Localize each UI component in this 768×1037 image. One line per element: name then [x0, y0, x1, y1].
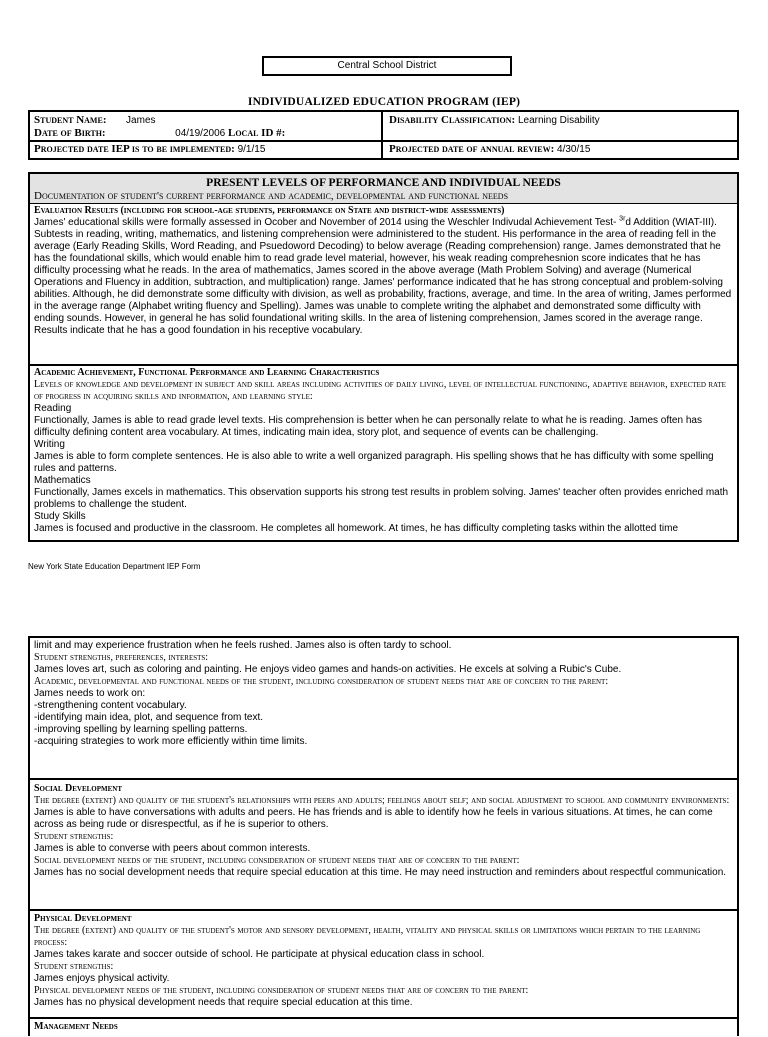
evaluation-text-part2: d Addition (WIAT-III). Subtests in reading, writing, mathematics, and listening comprehension were administered to the student. His performance in the area of reading fell in the average (Early Reading Skills, Word Reading, and Psuedoword Decoding) to below average (Reading comprehension) range. James demonstrated that he has the foundational skills, which would enable him to read grade level material, however, his weak reading comprehesnion score indicates that he has difficulty processing what he reads. In the area of mathematics, James scored in the above average (Math Problem Solving) and average (Numerical Operations and Fluency in addition, subtraction, and multiplication) range. James' performance indicated that he has strong conceptual and problem-solving abilities. Although, he did demonstrate some difficulty with division, as well as probability, fractions, average, and time. In the area of writing, James performed in the average range (Alphabet writing fluency and Spelling). James was unable to complete writing the alphabet and demonstrated some difficulty with ending sounds. However, in general he has solid foundational writing skills. In the area of listening comprehension, James scored in the average range. Results indicate that he has a good foundation in his receptive vocabulary.: [34, 217, 732, 336]
academic-achievement-subheading: Levels of knowledge and development in subject and skill areas including activities of daily living, level of intellectual functioning, adaptive behavior, expected rate of progress in acquiring skills and information, and learning style:: [34, 379, 726, 402]
social-development-text: James is able to have conversations with adults and peers. He has friends and is able to identify how he feels in various situations. At times, he can come across as being rude or disrespectful, as if he is superior to others.: [34, 807, 713, 830]
dob-label: Date of Birth:: [34, 127, 106, 139]
math-text: Functionally, James excels in mathematics. This observation supports his strong test results in problem solving. James' teacher often provides enriched math problems to challenge the student.: [34, 487, 729, 510]
form-footer: New York State Education Department IEP Form: [28, 562, 201, 571]
disability-row: [389, 114, 600, 127]
study-skills-label: Study Skills: [34, 511, 86, 522]
present-levels-section: [28, 172, 739, 542]
writing-text: James is able to form complete sentences. He is also able to write a well organized paragraph. His spelling shows that he has difficulty with some spelling rules and patterns.: [34, 451, 714, 474]
needs-intro: James needs to work on:: [34, 688, 146, 699]
physical-development-text: James takes karate and soccer outside of school. He participate at physical education class in school.: [34, 949, 485, 960]
iep-title: INDIVIDUALIZED EDUCATION PROGRAM (IEP): [247, 96, 521, 108]
review-label: Projected date of annual review:: [389, 143, 555, 155]
present-levels-header: [30, 174, 737, 204]
evaluation-results-text: [34, 217, 733, 337]
social-strengths-label: Student strengths:: [34, 831, 114, 842]
student-info-divider: [381, 110, 383, 160]
needs-item: -acquiring strategies to work more efficiently within time limits.: [34, 736, 308, 747]
academic-achievement-block: [30, 364, 737, 538]
physical-needs-text: James has no physical development needs that require special education at this time.: [34, 997, 413, 1008]
disability-value: Learning Disability: [517, 115, 600, 126]
physical-strengths-text: James enjoys physical activity.: [34, 973, 170, 984]
social-needs-label: Social development needs of the student, including consideration of student needs that are of concern to the parent:: [34, 855, 520, 866]
strengths-text: James loves art, such as coloring and painting. He enjoys video games and hands-on activities. He excels at solving a Rubic's Cube.: [34, 664, 622, 675]
needs-item: -strengthening content vocabulary.: [34, 700, 187, 711]
management-needs-block: [30, 1017, 737, 1037]
student-name-row: [34, 114, 156, 127]
student-name-value: James: [126, 115, 156, 126]
evaluation-results-block: [30, 204, 737, 364]
study-skills-continued: limit and may experience frustration when he feels rushed. James also is often tardy to school.: [34, 640, 452, 651]
student-name-label: Student Name:: [34, 114, 107, 126]
reading-label: Reading: [34, 403, 72, 414]
review-date: 4/30/15: [557, 144, 591, 155]
academic-achievement-heading: Academic Achievement, Functional Performance and Learning Characteristics: [34, 367, 380, 378]
study-skills-text: James is focused and productive in the classroom. He completes all homework. At times, he has difficulty completing tasks within the allotted time: [34, 523, 679, 534]
student-info-row-divider: [28, 140, 739, 142]
social-needs-text: James has no social development needs that require special education at this time. He may need instruction and reminders about respectful communication.: [34, 867, 727, 878]
writing-label: Writing: [34, 439, 65, 450]
physical-strengths-label: Student strengths:: [34, 961, 114, 972]
local-id-label: Local ID #:: [227, 127, 286, 139]
social-development-block: [30, 778, 737, 909]
math-label: Mathematics: [34, 475, 91, 486]
physical-development-block: [30, 909, 737, 1017]
dob-row: [34, 127, 285, 140]
needs-item: -identifying main idea, plot, and sequence from text.: [34, 712, 264, 723]
implement-label: Projected date IEP is to be implemented:: [34, 143, 235, 155]
evaluation-text-part1: James' educational skills were formally assessed in Ocober and November of 2014 using the Weschler Indivudal Achievement Test-: [34, 217, 620, 228]
social-development-heading: Social Development: [34, 783, 123, 794]
district-name: Central School District: [337, 60, 437, 71]
physical-development-heading: Physical Development: [34, 913, 132, 924]
evaluation-superscript: 3r: [619, 215, 626, 223]
district-name-box: [262, 56, 512, 76]
academic-continuation-block: [30, 638, 737, 778]
present-levels-subtitle: Documentation of student's current performance and academic, developmental and functional needs: [34, 190, 509, 202]
strengths-label: Student strengths, preferences, interests:: [34, 652, 209, 663]
physical-needs-label: Physical development needs of the student, including consideration of student needs that are of concern to the parent:: [34, 985, 529, 996]
present-levels-title: PRESENT LEVELS OF PERFORMANCE AND INDIVIDUAL NEEDS: [206, 177, 561, 189]
needs-item: -improving spelling by learning spelling patterns.: [34, 724, 248, 735]
evaluation-results-heading: Evaluation Results (including for school-age students, performance on State and district-wide assessments): [34, 205, 505, 216]
page2-section: [28, 636, 739, 1036]
physical-development-subheading: The degree (extent) and quality of the student's motor and sensory development, health, vitality and physical skills or limitations which pertain to the learning process:: [34, 925, 701, 948]
management-needs-heading: Management Needs: [34, 1021, 118, 1032]
disability-label: Disability Classification:: [389, 114, 516, 126]
reading-text: Functionally, James is able to read grade level texts. His comprehension is better when he can personally relate to what he is reading. James often has difficulty defining content area vocabulary. At times, indicating main idea, story plot, and sequence of events can be challenging.: [34, 415, 702, 438]
needs-label: Academic, developmental and functional needs of the student, including consideration of student needs that are of concern to the parent:: [34, 676, 609, 687]
implement-row: [34, 143, 265, 156]
dob-value: 04/19/2006: [175, 128, 226, 139]
social-strengths-text: James is able to converse with peers about common interests.: [34, 843, 311, 854]
implement-date: 9/1/15: [237, 144, 266, 155]
social-development-subheading: The degree (extent) and quality of the student's relationships with peers and adults; feelings about self; and social adjustment to school and community environments:: [34, 795, 730, 806]
review-row: [389, 143, 590, 156]
